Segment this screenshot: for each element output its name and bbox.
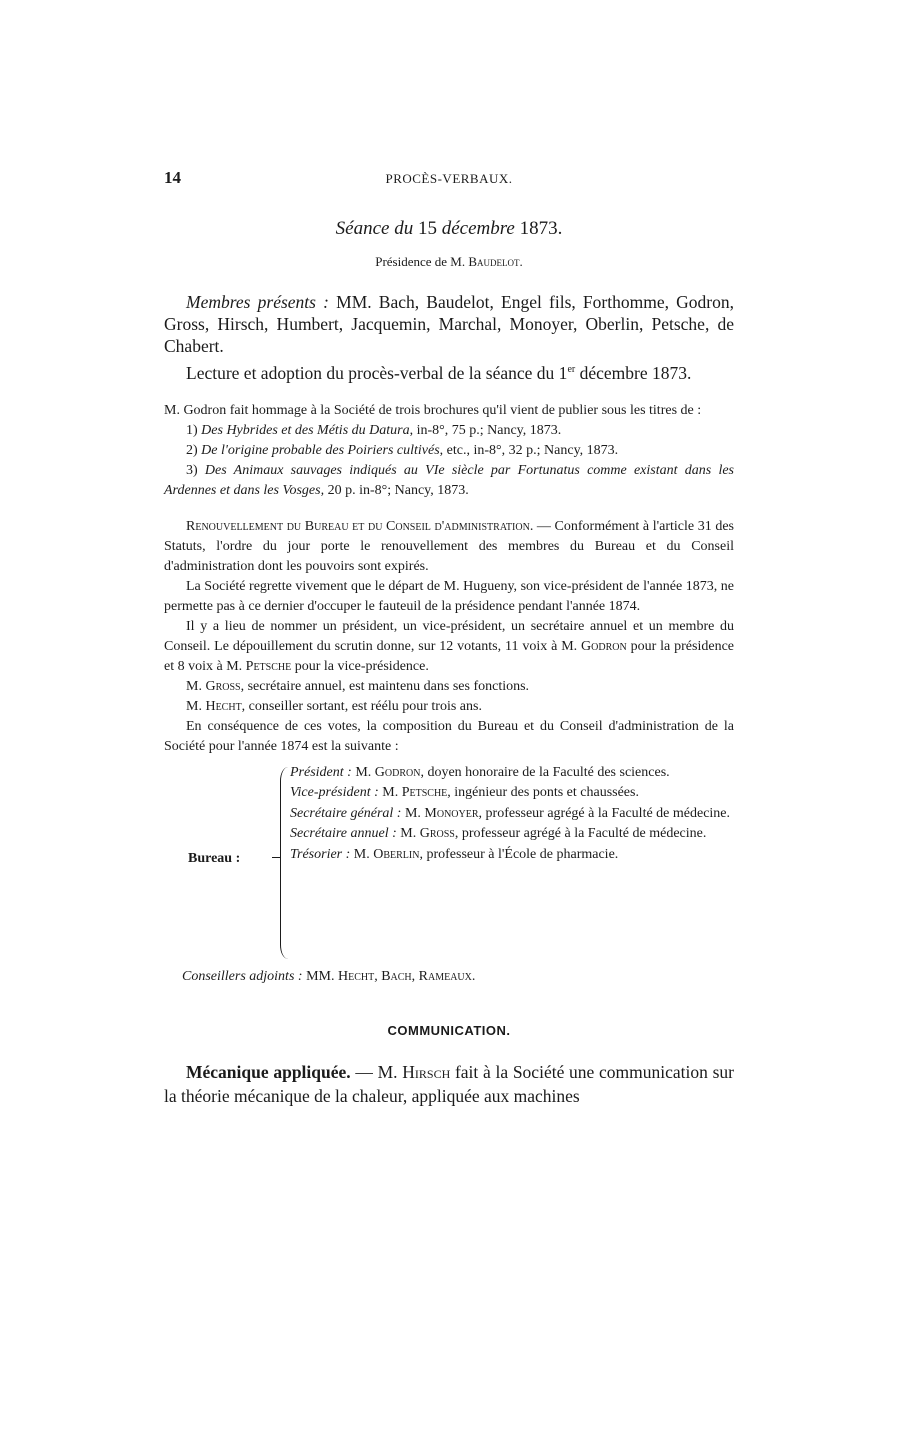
election-text-3: pour la vice-présidence. — [291, 658, 429, 674]
bureau-member-name: Petsche — [401, 785, 448, 801]
reference-title: De l'origine probable des Poiriers cultivés — [201, 442, 440, 458]
bureau-member-title: , professeur à l'École de pharmacie. — [419, 846, 619, 862]
hecht-name: Hecht — [205, 698, 242, 714]
conseillers-names: Hecht, Bach, Rameaux. — [337, 968, 476, 984]
bureau-prefix: M. — [351, 764, 375, 780]
renouvellement-paragraph — [164, 517, 734, 577]
renouvellement-text: Conformément à l'article 31 des Statuts, l'ordre du jour porte le renouvellement des membres du Bureau et du Conseil d'administration dont les pouvoirs sont expirés. — [164, 518, 734, 574]
election-name-godron: Godron — [581, 638, 627, 654]
renouvellement-heading: Renouvellement du Bureau et du Conseil d'administration. — [186, 518, 534, 534]
bureau-prefix: M. — [396, 826, 420, 842]
mecanique-name: Hirsch — [402, 1061, 451, 1082]
reference-number: 1) — [186, 422, 202, 438]
gross-text: , secrétaire annuel, est maintenu dans ses fonctions. — [240, 678, 530, 694]
bureau-member-title: , professeur agrégé à la Faculté de médecine. — [454, 826, 707, 842]
bureau-member-name: Oberlin — [373, 846, 420, 862]
bureau-entry-secretaire-annuel — [290, 824, 734, 845]
bureau-member-name: Godron — [374, 764, 421, 780]
reference-details: 20 p. in-8°; Nancy, 1873. — [324, 482, 469, 498]
conseillers-label: Conseillers adjoints : — [182, 968, 303, 984]
lecture-text: Lecture et adoption du procès-verbal de la séance du 1 — [186, 362, 568, 383]
presidence-name: Baudelot. — [468, 254, 523, 269]
bureau-entry-president — [290, 763, 734, 784]
conseillers-prefix: MM. — [302, 968, 338, 984]
bureau-role: Vice-président : — [290, 785, 379, 801]
bureau-block — [164, 763, 734, 967]
presidence-prefix: Présidence de M. — [375, 254, 469, 269]
reference-number: 2) — [186, 442, 202, 458]
seance-day: 15 — [417, 218, 437, 239]
gross-paragraph — [164, 677, 734, 697]
bureau-role: Secrétaire annuel : — [290, 826, 397, 842]
conseillers-adjoints — [164, 967, 734, 987]
reference-item — [164, 461, 734, 501]
renouvellement-dash: — — [533, 518, 555, 534]
lecture-paragraph — [164, 359, 734, 384]
seance-title — [164, 218, 734, 240]
seance-title-prefix: Séance du — [335, 218, 418, 239]
bureau-member-title: , ingénieur des ponts et chaussées. — [447, 785, 639, 801]
curly-brace — [280, 767, 289, 959]
election-paragraph — [164, 617, 734, 677]
consequence-paragraph: En conséquence de ces votes, la composition du Bureau et du Conseil d'administration de la Société pour l'année 1874 est la suivante : — [164, 718, 734, 754]
reference-item — [164, 441, 734, 461]
hecht-paragraph — [164, 697, 734, 717]
bureau-prefix: M. — [378, 785, 402, 801]
regret-paragraph: La Société regrette vivement que le départ de M. Hugueny, son vice-président de l'année 1873, ne permette pas à ce dernier d'occuper le fauteuil de la présidence pendant l'année 1874. — [164, 578, 734, 614]
bureau-member-title: , doyen honoraire de la Faculté des sciences. — [420, 764, 670, 780]
bureau-member-name: Gross — [419, 826, 455, 842]
running-header — [164, 168, 734, 192]
page-body — [164, 168, 734, 1108]
seance-month: décembre — [436, 218, 520, 239]
bureau-member-title: , professeur agrégé à la Faculté de médecine. — [478, 805, 731, 821]
members-list: MM. Bach, Baudelot, Engel fils, Forthomme, Godron, Gross, Hirsch, Humbert, Jacquemin, Marchal, Monoyer, Oberlin, Petsche, de Chabert. — [164, 292, 734, 356]
bureau-role: Trésorier : — [290, 846, 351, 862]
hecht-prefix: M. — [186, 698, 206, 714]
godron-paragraph: M. Godron fait hommage à la Société de trois brochures qu'il vient de publier sous les titres de : — [164, 402, 702, 418]
election-text: Il y a lieu de nommer un président, un vice-président, un secrétaire annuel et un membre du Conseil. Le dépouillement du scrutin donne, sur 12 votants, 11 voix à M. — [164, 618, 734, 654]
bureau-role: Secrétaire général : — [290, 805, 402, 821]
mecanique-label: Mécanique appliquée. — [186, 1061, 351, 1082]
bureau-list — [290, 763, 734, 866]
running-title: PROCÈS-VERBAUX. — [385, 171, 513, 186]
election-name-petsche: Petsche — [245, 658, 292, 674]
bureau-entry-vice-president — [290, 783, 734, 804]
mecanique-paragraph — [164, 1060, 734, 1108]
mecanique-text: fait à la Société une communication sur la théorie mécanique de la chaleur, appliquée aux machines — [164, 1061, 735, 1106]
mecanique-dash: — M. — [350, 1061, 403, 1082]
communication-heading: COMMUNICATION. — [387, 1022, 511, 1038]
members-present — [164, 291, 734, 357]
hecht-text: , conseiller sortant, est réélu pour trois ans. — [241, 698, 482, 714]
reference-title: Des Hybrides et des Métis du Datura — [201, 422, 410, 438]
bureau-member-name: Monoyer — [424, 805, 479, 821]
bureau-prefix: M. — [350, 846, 374, 862]
bureau-prefix: M. — [401, 805, 425, 821]
seance-year: 1873. — [519, 218, 563, 239]
bureau-role: Président : — [290, 764, 352, 780]
reference-number: 3) — [186, 462, 205, 478]
page-number: 14 — [164, 168, 181, 187]
curly-brace-tip — [272, 857, 280, 859]
bureau-entry-secretaire-general — [290, 804, 734, 825]
presidence-line — [164, 254, 734, 270]
reference-details: , etc., in-8°, 32 p.; Nancy, 1873. — [439, 442, 619, 458]
reference-details: , in-8°, 75 p.; Nancy, 1873. — [409, 422, 562, 438]
reference-item — [164, 421, 734, 441]
lecture-superscript: er — [567, 364, 576, 375]
bureau-entry-tresorier — [290, 845, 734, 866]
election-text-2: pour la présidence et 8 voix à M. — [164, 638, 734, 674]
bureau-label: Bureau : — [188, 850, 241, 866]
reference-title: Des Animaux sauvages indiqués au VIe siècle par Fortunatus comme existant dans les Ardennes et dans les Vosges, — [164, 462, 734, 498]
lecture-date: décembre 1873. — [575, 362, 692, 383]
gross-name: Gross — [205, 678, 241, 694]
members-label: Membres présents : — [186, 292, 329, 312]
gross-prefix: M. — [186, 678, 206, 694]
